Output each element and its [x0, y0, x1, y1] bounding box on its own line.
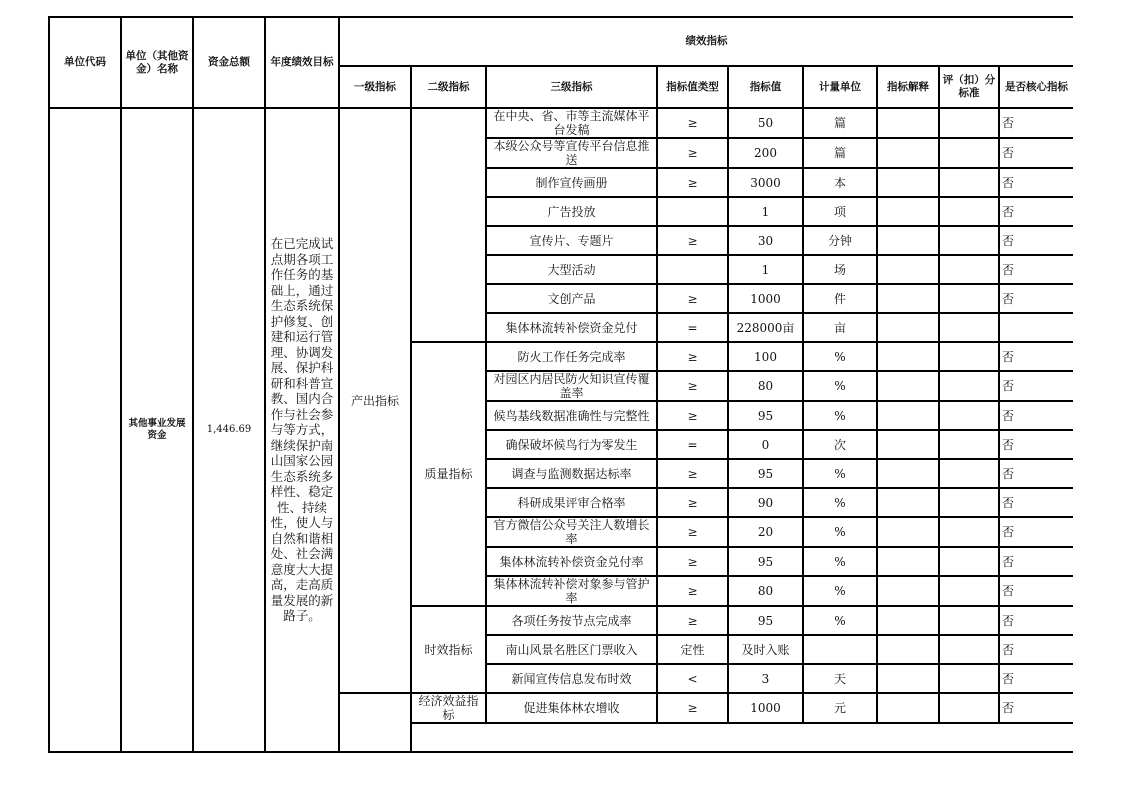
explanation-cell [877, 517, 939, 547]
level3-cell: 集体林流转补偿资金兑付率 [486, 547, 657, 576]
header-unit-code: 单位代码 [49, 17, 121, 108]
value-cell: 0 [728, 430, 803, 459]
unit-cell: % [803, 371, 877, 401]
level3-cell: 官方微信公众号关注人数增长率 [486, 517, 657, 547]
unit-cell: % [803, 459, 877, 488]
explanation-cell [877, 168, 939, 197]
is-core-cell: 否 [999, 371, 1073, 401]
value-cell: 90 [728, 488, 803, 517]
level3-cell: 各项任务按节点完成率 [486, 606, 657, 635]
value-type-cell: = [657, 430, 728, 459]
value-cell: 3 [728, 664, 803, 693]
explanation-cell [877, 342, 939, 371]
unit-cell: 本 [803, 168, 877, 197]
level3-cell: 新闻宣传信息发布时效 [486, 664, 657, 693]
value-type-cell: ≥ [657, 547, 728, 576]
performance-table-sheet [48, 16, 1073, 761]
level3-cell: 集体林流转补偿对象参与管护率 [486, 576, 657, 606]
header-row-1 [49, 17, 1073, 66]
scoring-cell [939, 459, 999, 488]
level2-quality-cell: 质量指标 [411, 342, 486, 606]
performance-indicator-table [48, 16, 1073, 753]
level1-output-cell: 产出指标 [339, 108, 411, 693]
level2-economic-cell: 经济效益指标 [411, 693, 486, 723]
value-type-cell: ≥ [657, 284, 728, 313]
explanation-cell [877, 313, 939, 342]
scoring-cell [939, 284, 999, 313]
value-cell: 95 [728, 459, 803, 488]
level1-benefit-cell [339, 693, 411, 752]
explanation-cell [877, 401, 939, 430]
unit-cell: % [803, 576, 877, 606]
is-core-cell: 否 [999, 576, 1073, 606]
scoring-cell [939, 168, 999, 197]
header-value: 指标值 [728, 66, 803, 108]
level3-cell: 集体林流转补偿资金兑付 [486, 313, 657, 342]
scoring-cell [939, 606, 999, 635]
value-cell: 1 [728, 255, 803, 284]
unit-cell: % [803, 606, 877, 635]
value-type-cell: ≥ [657, 693, 728, 723]
explanation-cell [877, 197, 939, 226]
header-performance-indicators: 绩效指标 [339, 17, 1073, 66]
level3-cell: 对园区内居民防火知识宣传覆盖率 [486, 371, 657, 401]
header-is-core: 是否核心指标 [999, 66, 1073, 108]
is-core-cell: 否 [999, 664, 1073, 693]
header-annual-goal: 年度绩效目标 [265, 17, 339, 108]
value-cell: 95 [728, 401, 803, 430]
value-type-cell: ≥ [657, 459, 728, 488]
explanation-cell [877, 430, 939, 459]
unit-cell: 篇 [803, 108, 877, 138]
explanation-cell [877, 576, 939, 606]
value-type-cell: ≥ [657, 606, 728, 635]
unit-cell: 次 [803, 430, 877, 459]
scoring-cell [939, 430, 999, 459]
level3-cell: 南山风景名胜区门票收入 [486, 635, 657, 664]
header-unit: 计量单位 [803, 66, 877, 108]
level3-cell: 广告投放 [486, 197, 657, 226]
level3-cell: 大型活动 [486, 255, 657, 284]
unit-cell: 亩 [803, 313, 877, 342]
is-core-cell: 否 [999, 168, 1073, 197]
explanation-cell [877, 255, 939, 284]
explanation-cell [877, 488, 939, 517]
value-type-cell: ≥ [657, 576, 728, 606]
explanation-cell [877, 547, 939, 576]
unit-cell: % [803, 401, 877, 430]
scoring-cell [939, 664, 999, 693]
unit-cell: 天 [803, 664, 877, 693]
unit-cell [803, 635, 877, 664]
value-cell: 20 [728, 517, 803, 547]
scoring-cell [939, 108, 999, 138]
is-core-cell: 否 [999, 488, 1073, 517]
is-core-cell: 否 [999, 459, 1073, 488]
value-cell: 200 [728, 138, 803, 168]
is-core-cell: 否 [999, 138, 1073, 168]
unit-name-cell: 其他事业发展资金 [121, 108, 193, 752]
level3-cell: 制作宣传画册 [486, 168, 657, 197]
explanation-cell [877, 459, 939, 488]
value-cell: 95 [728, 606, 803, 635]
unit-cell: 元 [803, 693, 877, 723]
level3-cell: 宣传片、专题片 [486, 226, 657, 255]
value-type-cell: = [657, 313, 728, 342]
is-core-cell [999, 313, 1073, 342]
unit-cell: 项 [803, 197, 877, 226]
scoring-cell [939, 313, 999, 342]
value-cell: 3000 [728, 168, 803, 197]
header-explanation: 指标解释 [877, 66, 939, 108]
is-core-cell: 否 [999, 693, 1073, 723]
header-scoring: 评（扣）分标准 [939, 66, 999, 108]
is-core-cell: 否 [999, 342, 1073, 371]
unit-cell: % [803, 342, 877, 371]
unit-code-cell [49, 108, 121, 752]
level3-cell: 科研成果评审合格率 [486, 488, 657, 517]
is-core-cell: 否 [999, 284, 1073, 313]
value-cell: 50 [728, 108, 803, 138]
header-level1: 一级指标 [339, 66, 411, 108]
value-type-cell: ≥ [657, 108, 728, 138]
explanation-cell [877, 138, 939, 168]
is-core-cell: 否 [999, 606, 1073, 635]
level3-cell: 候鸟基线数据准确性与完整性 [486, 401, 657, 430]
explanation-cell [877, 693, 939, 723]
scoring-cell [939, 693, 999, 723]
scoring-cell [939, 226, 999, 255]
level3-cell: 本级公众号等宣传平台信息推送 [486, 138, 657, 168]
value-type-cell: ≥ [657, 138, 728, 168]
is-core-cell: 否 [999, 226, 1073, 255]
value-type-cell [657, 197, 728, 226]
is-core-cell: 否 [999, 197, 1073, 226]
scoring-cell [939, 401, 999, 430]
level3-cell: 防火工作任务完成率 [486, 342, 657, 371]
header-level2: 二级指标 [411, 66, 486, 108]
value-cell: 及时入账 [728, 635, 803, 664]
value-type-cell: ≥ [657, 168, 728, 197]
is-core-cell: 否 [999, 108, 1073, 138]
explanation-cell [877, 664, 939, 693]
value-type-cell: ≥ [657, 517, 728, 547]
value-cell: 100 [728, 342, 803, 371]
level3-cell: 促进集体林农增收 [486, 693, 657, 723]
is-core-cell: 否 [999, 255, 1073, 284]
total-funds-cell: 1,446.69 [193, 108, 265, 752]
explanation-cell [877, 226, 939, 255]
unit-cell: % [803, 488, 877, 517]
is-core-cell: 否 [999, 635, 1073, 664]
scoring-cell [939, 255, 999, 284]
table-row [49, 108, 1073, 138]
level3-cell: 确保破坏候鸟行为零发生 [486, 430, 657, 459]
header-unit-name: 单位（其他资金）名称 [121, 17, 193, 108]
value-cell: 228000亩 [728, 313, 803, 342]
value-type-cell: ≥ [657, 342, 728, 371]
scoring-cell [939, 576, 999, 606]
unit-cell: 件 [803, 284, 877, 313]
scoring-cell [939, 547, 999, 576]
value-type-cell [657, 255, 728, 284]
value-cell: 1 [728, 197, 803, 226]
level2-quantity-cell [411, 108, 486, 342]
header-value-type: 指标值类型 [657, 66, 728, 108]
explanation-cell [877, 284, 939, 313]
value-type-cell: ≥ [657, 488, 728, 517]
value-cell: 1000 [728, 284, 803, 313]
level3-cell: 在中央、省、市等主流媒体平台发稿 [486, 108, 657, 138]
level3-cell: 文创产品 [486, 284, 657, 313]
annual-goal-cell: 在已完成试点期各项工作任务的基础上，通过生态系统保护修复、创建和运行管理、协调发展、保护科研和科普宣教、国内合作与社会参与等方式，继续保护南山国家公园生态系统多样性、稳定性、持续性，使人与自然和谐相处、社会满意度大大提高，走高质量发展的新路子。 [265, 108, 339, 752]
explanation-cell [877, 635, 939, 664]
value-type-cell: 定性 [657, 635, 728, 664]
value-cell: 80 [728, 371, 803, 401]
level3-cell: 调查与监测数据达标率 [486, 459, 657, 488]
header-total-funds: 资金总额 [193, 17, 265, 108]
value-type-cell: ≥ [657, 401, 728, 430]
unit-cell: 场 [803, 255, 877, 284]
value-type-cell: < [657, 664, 728, 693]
is-core-cell: 否 [999, 547, 1073, 576]
header-level3: 三级指标 [486, 66, 657, 108]
unit-cell: % [803, 547, 877, 576]
is-core-cell: 否 [999, 517, 1073, 547]
unit-cell: 分钟 [803, 226, 877, 255]
is-core-cell: 否 [999, 430, 1073, 459]
unit-cell: % [803, 517, 877, 547]
value-cell: 30 [728, 226, 803, 255]
overflow-cell [411, 723, 1073, 752]
value-type-cell: ≥ [657, 226, 728, 255]
scoring-cell [939, 371, 999, 401]
value-cell: 80 [728, 576, 803, 606]
value-cell: 95 [728, 547, 803, 576]
is-core-cell: 否 [999, 401, 1073, 430]
scoring-cell [939, 138, 999, 168]
explanation-cell [877, 108, 939, 138]
scoring-cell [939, 197, 999, 226]
explanation-cell [877, 606, 939, 635]
explanation-cell [877, 371, 939, 401]
scoring-cell [939, 342, 999, 371]
scoring-cell [939, 488, 999, 517]
unit-cell: 篇 [803, 138, 877, 168]
value-type-cell: ≥ [657, 371, 728, 401]
scoring-cell [939, 517, 999, 547]
level2-timeliness-cell: 时效指标 [411, 606, 486, 693]
scoring-cell [939, 635, 999, 664]
value-cell: 1000 [728, 693, 803, 723]
